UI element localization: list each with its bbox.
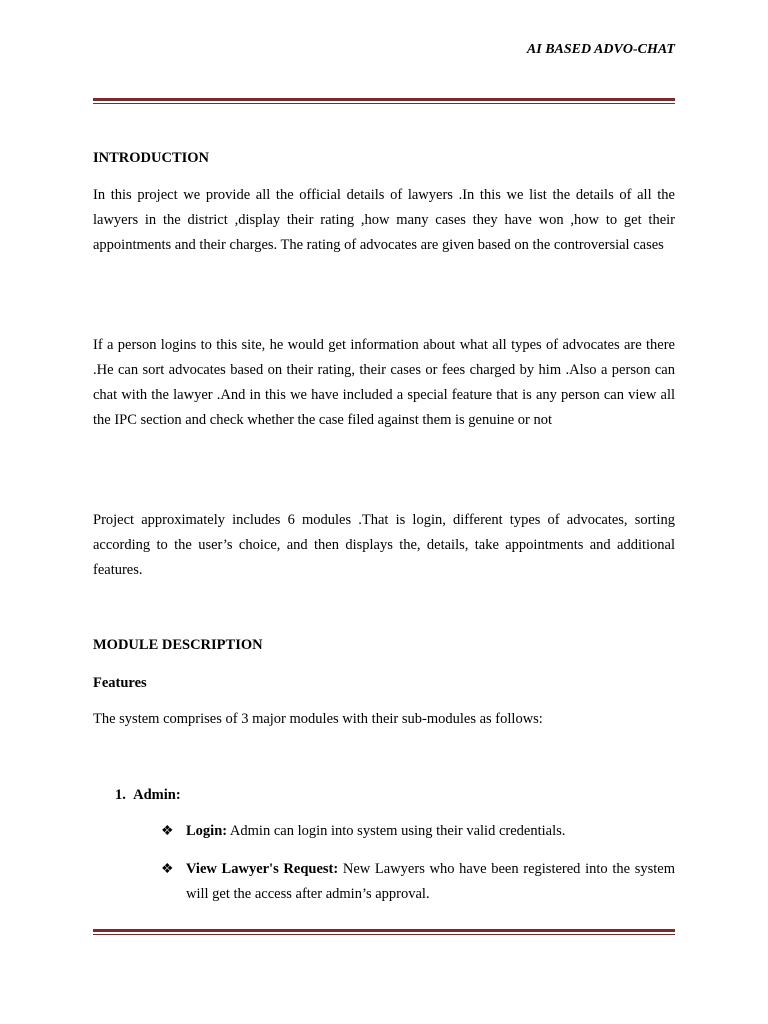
section-heading-introduction: INTRODUCTION (93, 150, 210, 166)
diamond-bullet-icon: ❖ (161, 862, 174, 877)
bullet-item-view-lawyer-request (161, 857, 675, 907)
diamond-bullet-icon: ❖ (161, 824, 174, 839)
section-heading-modules: MODULE DESCRIPTION (93, 637, 263, 653)
intro-paragraph-2: If a person logins to this site, he would get information about what all types of advocates are there .He can sort advocates based on their rating, their cases or fees charged by him .Also a person can chat with the lawyer .And in this we have included a special feature that is any person can view all the IPC section and check whether the case filed against them is genuine or not (93, 337, 675, 428)
intro-paragraph-3: Project approximately includes 6 modules .That is login, different types of advocates, sorting according to the user’s choice, and then displays the, details, take appointments and additional features. (93, 512, 675, 578)
bullet-text: New Lawyers who have been registered into the system will get the access after admin’s approval. (186, 861, 676, 902)
list-number: 1. (115, 787, 126, 803)
document-page (93, 0, 675, 1024)
bullet-text: Admin can login into system using their valid credentials. (227, 823, 566, 839)
footer-rule (93, 929, 675, 935)
bullet-label: View Lawyer's Request: (186, 861, 339, 877)
subheading-features: Features (93, 675, 147, 691)
header-rule (93, 98, 675, 104)
list-item-admin (115, 787, 181, 804)
intro-paragraph-1: In this project we provide all the official details of lawyers .In this we list the details of all the lawyers in the district ,display their rating ,how many cases they have won ,how to get their appointments and their charges. The rating of advocates are given based on the controversial cases (93, 187, 675, 253)
modules-summary: The system comprises of 3 major modules with their sub-modules as follows: (93, 711, 543, 727)
bullet-item-login (161, 819, 675, 844)
bullet-label: Login: (186, 823, 228, 839)
list-title: Admin: (133, 787, 181, 803)
running-header: AI BASED ADVO-CHAT (526, 42, 675, 57)
